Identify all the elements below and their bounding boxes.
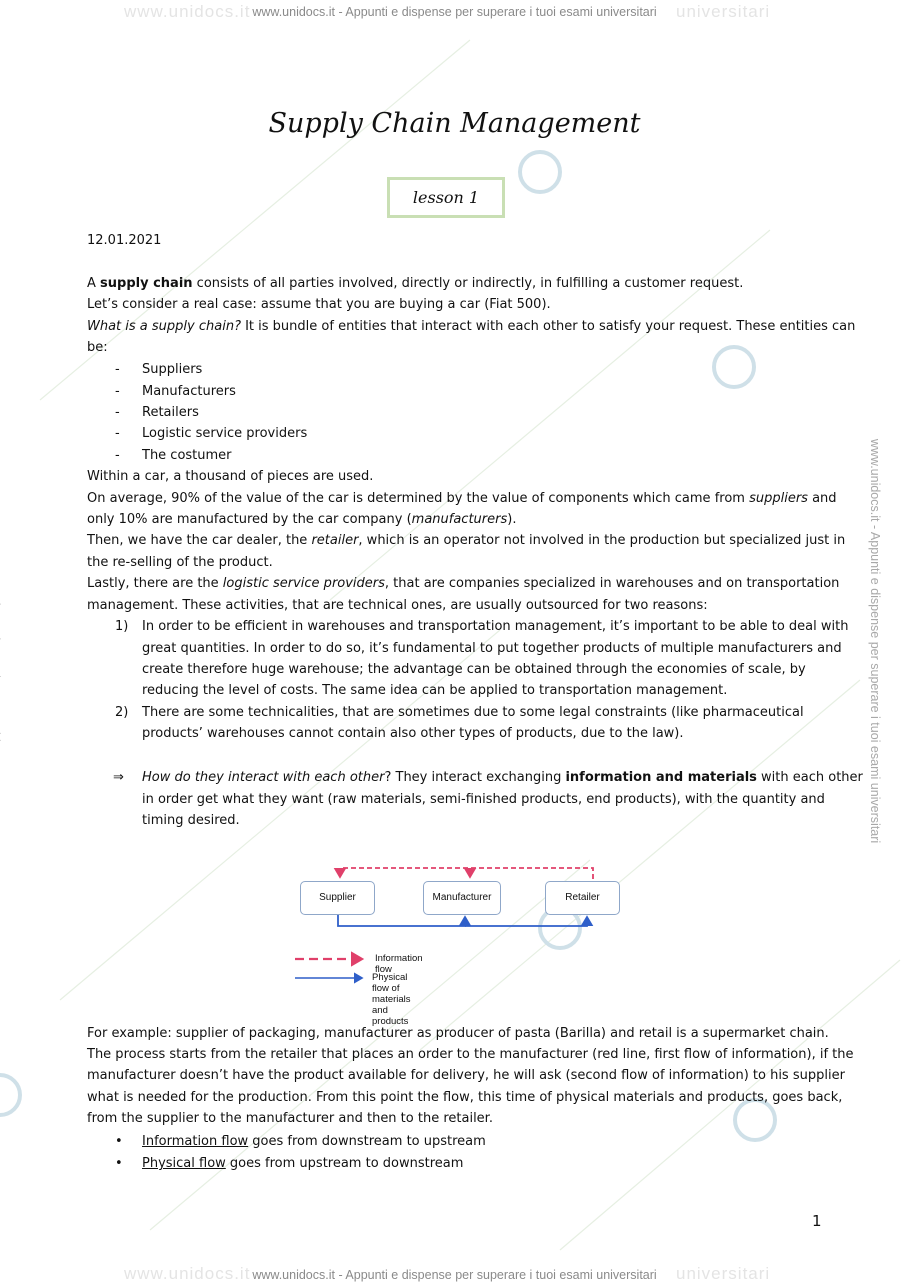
reason-number: 1) bbox=[115, 619, 129, 634]
list-item: Logistic service providers bbox=[142, 426, 308, 441]
paragraph-logistic: Lastly, there are the logistic service providers, that are companies specialized in warehouses and on transportation bbox=[87, 576, 840, 591]
reason-line: create therefore huge warehouse; the advantage can be obtained through the economies of scale, by bbox=[142, 662, 806, 677]
reason-number: 2) bbox=[115, 705, 129, 720]
page-number: 1 bbox=[812, 1212, 822, 1230]
watermark-ghost-left-bottom: www.unidocs.it bbox=[124, 1264, 251, 1283]
bullet-icon: • bbox=[115, 1134, 123, 1149]
example-line: manufacturer doesn’t have the product available for delivery, he will ask (second flow of information) to his supplier bbox=[87, 1068, 845, 1083]
paragraph-pieces: Within a car, a thousand of pieces are used. bbox=[87, 469, 374, 484]
legend-physical-flow: Physical flow of materials and products bbox=[372, 972, 411, 1027]
reason-line: reducing the level of costs. The same idea can be applied to transportation management. bbox=[142, 683, 728, 698]
watermark-header: www.unidocs.it - Appunti e dispense per superare i tuoi esami universitari bbox=[252, 5, 657, 19]
paragraph-definition: A supply chain consists of all parties involved, directly or indirectly, in fulfilling a customer request. bbox=[87, 276, 744, 291]
interaction-line: timing desired. bbox=[142, 813, 240, 828]
flow-item: Information flow goes from downstream to upstream bbox=[142, 1134, 486, 1149]
paragraph-value-cont: only 10% are manufactured by the car company (manufacturers). bbox=[87, 512, 517, 527]
list-dash: - bbox=[115, 362, 120, 377]
flow-item: Physical flow goes from upstream to downstream bbox=[142, 1156, 464, 1171]
lesson-label: lesson 1 bbox=[387, 177, 505, 218]
document-title: Supply Chain Management bbox=[268, 108, 641, 139]
example-line: what is needed for the production. From this point the flow, this time of physical materials and products, goes back, bbox=[87, 1090, 843, 1105]
retailer-box: Retailer bbox=[545, 881, 620, 915]
bullet-icon: • bbox=[115, 1156, 123, 1171]
watermark-footer: www.unidocs.it - Appunti e dispense per superare i tuoi esami universitari bbox=[252, 1268, 657, 1282]
watermark-ghost-left: www.unidocs.it bbox=[124, 2, 251, 21]
watermark-side-right: www.unidocs.it - Appunti e dispense per superare i tuoi esami universitari bbox=[868, 438, 883, 844]
list-dash: - bbox=[115, 448, 120, 463]
watermark-ghost-right-bottom: universitari bbox=[676, 1264, 771, 1283]
example-line: For example: supplier of packaging, manufacturer as producer of pasta (Barilla) and retail is a supermarket chain. bbox=[87, 1026, 829, 1041]
paragraph-question-cont: be: bbox=[87, 340, 108, 355]
paragraph-real-case: Let’s consider a real case: assume that you are buying a car (Fiat 500). bbox=[87, 297, 551, 312]
list-item: The costumer bbox=[142, 448, 232, 463]
paragraph-retailer: Then, we have the car dealer, the retailer, which is an operator not involved in the production but specialized just in bbox=[87, 533, 846, 548]
legend-information-flow: Information flow bbox=[375, 953, 423, 975]
supplier-box: Supplier bbox=[300, 881, 375, 915]
paragraph-retailer-cont: the re-selling of the product. bbox=[87, 555, 273, 570]
list-dash: - bbox=[115, 405, 120, 420]
date: 12.01.2021 bbox=[87, 233, 162, 248]
list-item: Retailers bbox=[142, 405, 199, 420]
reason-line: products’ warehouses cannot contain also other types of products, due to the law). bbox=[142, 726, 684, 741]
manufacturer-box: Manufacturer bbox=[423, 881, 501, 915]
arrow-symbol: ⇒ bbox=[113, 770, 124, 785]
interaction-line: in order get what they want (raw materials, semi-finished products, end products), with the quantity and bbox=[142, 792, 825, 807]
paragraph-value: On average, 90% of the value of the car is determined by the value of components which came from suppliers and bbox=[87, 491, 837, 506]
reason-line: In order to be efficient in warehouses and transportation management, it’s important to be able to deal with bbox=[142, 619, 849, 634]
example-line: from the supplier to the manufacturer and then to the retailer. bbox=[87, 1111, 493, 1126]
example-line: The process starts from the retailer that places an order to the manufacturer (red line, first flow of information), if the bbox=[87, 1047, 854, 1062]
list-item: Manufacturers bbox=[142, 384, 236, 399]
list-dash: - bbox=[115, 384, 120, 399]
list-item: Suppliers bbox=[142, 362, 203, 377]
list-dash: - bbox=[115, 426, 120, 441]
paragraph-logistic-cont: management. These activities, that are technical ones, are usually outsourced for two reasons: bbox=[87, 598, 708, 613]
watermark-ghost-right: universitari bbox=[676, 2, 771, 21]
interaction-question: How do they interact with each other? They interact exchanging information and materials with each other bbox=[142, 770, 863, 785]
reason-line: There are some technicalities, that are sometimes due to some legal constraints (like pharmaceutical bbox=[142, 705, 804, 720]
paragraph-question: What is a supply chain? It is bundle of entities that interact with each other to satisfy your request. These entities can bbox=[87, 319, 856, 334]
reason-line: great quantities. In order to do so, it’s fundamental to put together products of multiple manufacturers and bbox=[142, 641, 842, 656]
